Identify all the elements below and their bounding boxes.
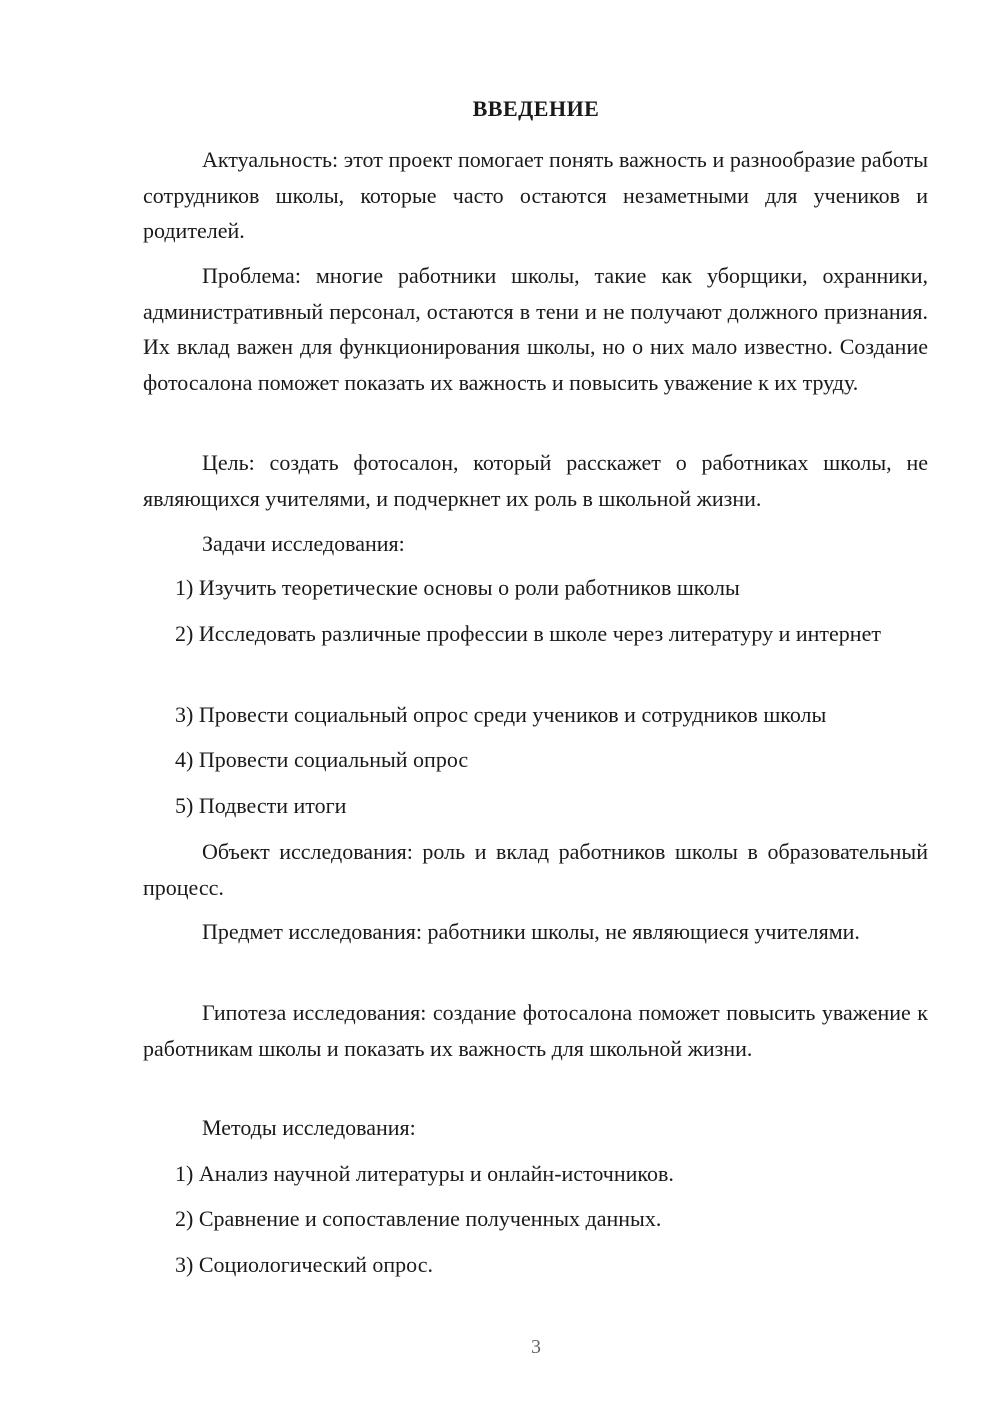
page-number: 3 — [531, 1336, 541, 1358]
page-title: ВВЕДЕНИЕ — [472, 96, 600, 121]
methods-title: Методы исследования: — [202, 1115, 416, 1140]
task-item-4: 4) Провести социальный опрос — [175, 747, 469, 772]
method-item-1: 1) Анализ научной литературы и онлайн-источников. — [175, 1161, 674, 1186]
paragraph-object: Объект исследования: роль и вклад работников школы в образовательный процесс. — [143, 839, 928, 900]
paragraph-subject: Предмет исследования: работники школы, не являющиеся учителями. — [202, 919, 860, 944]
method-item-2: 2) Сравнение и сопоставление полученных данных. — [175, 1206, 662, 1231]
paragraph-problem: Проблема: многие работники школы, такие как уборщики, охранники, административный персонал, остаются в тени и не получают должного признания. Их вклад важен для функционирования школы, но о них мало известно. Создание фотосалона поможет показать их важность и повысить уважение к их труду. — [143, 263, 928, 395]
method-item-3: 3) Социологический опрос. — [175, 1252, 433, 1277]
paragraph-hypothesis: Гипотеза исследования: создание фотосалона поможет повысить уважение к работникам школы и показать их важность для школьной жизни. — [143, 1000, 928, 1061]
tasks-title: Задачи исследования: — [202, 531, 405, 556]
paragraph-goal: Цель: создать фотосалон, который расскажет о работниках школы, не являющихся учителями, и подчеркнет их роль в школьной жизни. — [143, 450, 928, 511]
task-item-2: 2) Исследовать различные профессии в школе через литературу и интернет — [175, 621, 881, 646]
task-item-1: 1) Изучить теоретические основы о роли работников школы — [175, 575, 740, 600]
task-item-3: 3) Провести социальный опрос среди учеников и сотрудников школы — [175, 702, 827, 727]
task-item-5: 5) Подвести итоги — [175, 793, 347, 818]
paragraph-relevance: Актуальность: этот проект помогает понять важность и разнообразие работы сотрудников школы, которые часто остаются незаметными для учеников и родителей. — [143, 147, 928, 243]
